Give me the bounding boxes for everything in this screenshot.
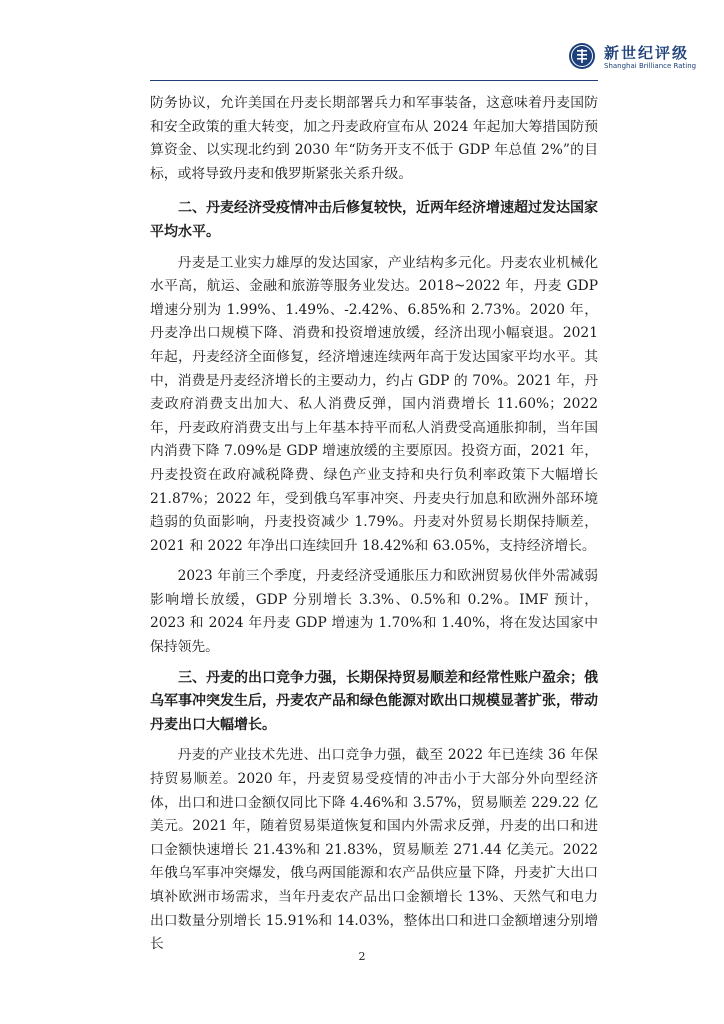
section-heading-3: 三、丹麦的出口竞争力强，长期保持贸易顺差和经常性账户盈余；俄乌军事冲突发生后，丹麦农产品和绿色能源对欧出口规模显著扩张，带动丹麦出口大幅增长。 — [150, 669, 598, 733]
section-heading-2: 二、丹麦经济受疫情冲击后修复较快，近两年经济增速超过发达国家平均水平。 — [150, 200, 598, 240]
brand-name-cn: 新世纪评级 — [604, 44, 690, 62]
paragraph-2023-outlook: 2023 年前三个季度，丹麦经济受通胀压力和欧洲贸易伙伴外需减弱影响增长放缓，GDP 分别增长 3.3%、0.5%和 0.2%。IMF 预计，2023 和 2024 年丹麦 GDP 增速为 1.70%和 1.40%，将在发达国家中保持领先。 — [150, 568, 598, 656]
header-divider — [150, 80, 598, 81]
page-number: 2 — [358, 950, 366, 963]
paragraph-defense: 防务协议，允许美国在丹麦长期部署兵力和军事装备，这意味着丹麦国防和安全政策的重大转变，加之丹麦政府宣布从 2024 年起加大筹措国防预算资金、以实现北约到 2030 年“防务开支不低于 GDP 年总值 2%”的目标，或将导致丹麦和俄罗斯紧张关系升级。 — [150, 95, 598, 182]
document-body — [150, 92, 598, 957]
sbr-logo-icon — [568, 42, 596, 70]
paragraph-economy: 丹麦是工业实力雄厚的发达国家，产业结构多元化。丹麦农业机械化水平高，航运、金融和旅游等服务业发达。2018~2022 年，丹麦 GDP 增速分别为 1.99%、1.49%、-2.42%、6.85%和 2.73%。2020 年，丹麦净出口规模下降、消费和投资增速放缓，经济出现小幅衰退。2021 年起，丹麦经济全面修复，经济增速连续两年高于发达国家平均水平。其中，消费是丹麦经济增长的主要动力，约占 GDP 的 70%。2021 年，丹麦政府消费支出加大、私人消费反弹，国内消费增长 11.60%；2022 年，丹麦政府消费支出与上年基本持平而私人消费受高通胀抑制，当年国内消费下降 7.09%是 GDP 增速放缓的主要原因。投资方面，2021 年，丹麦投资在政府减税降费、绿色产业支持和央行负利率政策下大幅增长 21.87%；2022 年，受到俄乌军事冲突、丹麦央行加息和欧洲外部环境趋弱的负面影响，丹麦投资减少 1.79%。丹麦对外贸易长期保持顺差，2021 和 2022 年净出口连续回升 18.42%和 63.05%，支持经济增长。 — [150, 254, 598, 554]
brand-name-en: Shanghai Brilliance Rating — [604, 62, 697, 70]
page-header — [0, 0, 724, 80]
paragraph-trade: 丹麦的产业技术先进、出口竞争力强，截至 2022 年已连续 36 年保持贸易顺差。2020 年，丹麦贸易受疫情的冲击小于大部分外向型经济体，出口和进口金额仅同比下降 4.46%和 3.57%，贸易顺差 229.22 亿美元。2021 年，随着贸易渠道恢复和国内外需求反弹，丹麦的出口和进口金额快速增长 21.43%和 21.83%，贸易顺差 271.44 亿美元。2022 年俄乌军事冲突爆发，俄乌两国能源和农产品供应量下降，丹麦扩大出口填补欧洲市场需求，当年丹麦农产品出口金额增长 13%、天然气和电力出口数量分别增长 15.91%和 14.03%，整体出口和进口金额增速分别增长 — [150, 747, 598, 953]
